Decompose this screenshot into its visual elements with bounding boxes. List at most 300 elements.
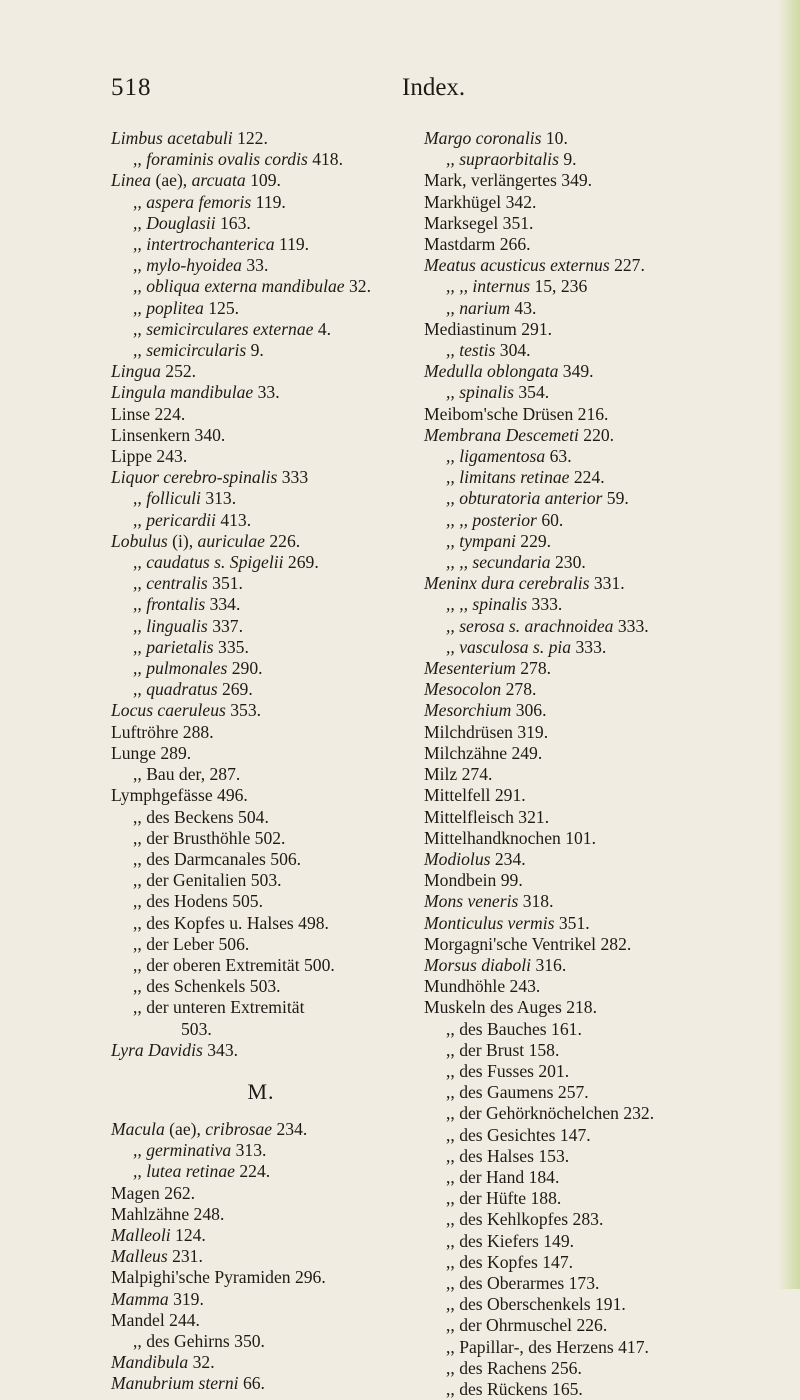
- entry-term: ,, des Beckens 504.: [133, 806, 269, 827]
- entry-term: Meninx dura cerebralis: [424, 573, 590, 594]
- index-entry: [111, 955, 411, 976]
- entry-term: Malpighi'sche Pyramiden 296.: [111, 1267, 326, 1288]
- entry-term: Mamma: [111, 1288, 169, 1309]
- index-entry: [111, 1204, 411, 1225]
- entry-page-ref: 349.: [558, 361, 594, 382]
- entry-page-ref: 229.: [515, 530, 552, 551]
- index-entry: [111, 192, 411, 213]
- entry-suffix: (i),: [167, 530, 198, 551]
- index-entry: [424, 573, 774, 594]
- index-entry: [111, 679, 411, 700]
- entry-page-ref: 313.: [200, 488, 237, 509]
- entry-term: ,, der Hand 184.: [446, 1166, 560, 1187]
- entry-term: ,, semicircularis: [133, 340, 247, 361]
- entry-page-ref: 163.: [215, 212, 251, 233]
- entry-page-ref: 33.: [253, 382, 280, 403]
- entry-term: Mittelfleisch 321.: [424, 806, 550, 827]
- index-entry: [424, 722, 774, 743]
- index-entry: [424, 192, 774, 213]
- index-entry: [111, 552, 411, 573]
- entry-page-ref: 337.: [207, 615, 243, 636]
- entry-term: ,, des Kopfes u. Halses 498.: [133, 912, 329, 933]
- index-entry: [424, 616, 774, 637]
- index-entry: [424, 1209, 774, 1230]
- entry-term: Manubrium sterni: [111, 1373, 239, 1394]
- index-entry: [424, 1231, 774, 1252]
- index-entry: [111, 1019, 411, 1040]
- entry-page-ref: 343.: [202, 1039, 239, 1060]
- entry-page-ref: 32.: [344, 276, 371, 297]
- entry-term: ,, des Gesichtes 147.: [446, 1124, 591, 1145]
- entry-page-ref: 290.: [227, 658, 263, 679]
- index-entry: [424, 467, 774, 488]
- index-entry: [111, 828, 411, 849]
- entry-term: Monticulus vermis: [424, 912, 555, 933]
- entry-term: Medulla oblongata: [424, 361, 559, 382]
- entry-page-ref: 252.: [160, 361, 197, 382]
- index-entry: [424, 170, 774, 191]
- index-entry: [111, 722, 411, 743]
- entry-page-ref: 351.: [207, 573, 243, 594]
- entry-term: ,, der oberen Extremität 500.: [133, 954, 335, 975]
- index-entry: [424, 128, 774, 149]
- entry-term: Luftröhre 288.: [111, 721, 214, 742]
- entry-term: ,, der Brusthöhle 502.: [133, 827, 286, 848]
- entry-term: Meibom'sche Drüsen 216.: [424, 403, 609, 424]
- index-entry: [111, 128, 411, 149]
- entry-term: Linea: [111, 170, 152, 191]
- index-entry: [424, 234, 774, 255]
- index-entry: [424, 446, 774, 467]
- entry-term: Lyra Davidis: [111, 1039, 203, 1060]
- index-entry: [424, 1379, 774, 1400]
- entry-page-ref: 304.: [495, 340, 531, 361]
- entry-term: ,, ,, internus: [446, 276, 531, 297]
- index-entry: [424, 1061, 774, 1082]
- index-entry: [424, 891, 774, 912]
- entry-page-ref: 119.: [251, 191, 286, 212]
- entry-page-ref: 333.: [613, 615, 649, 636]
- index-entry: [424, 679, 774, 700]
- entry-term: ,, der unteren Extremität: [133, 997, 305, 1018]
- entry-page-ref: 269.: [283, 552, 319, 573]
- index-entry: [424, 1188, 774, 1209]
- index-entry: [111, 170, 411, 191]
- entry-term: ,, des Fusses 201.: [446, 1060, 570, 1081]
- entry-term: ,, obturatoria anterior: [446, 488, 603, 509]
- index-entry: [111, 1225, 411, 1246]
- entry-term: ,, centralis: [133, 573, 208, 594]
- entry-term: Mundhöhle 243.: [424, 976, 541, 997]
- running-title: Index.: [402, 74, 466, 101]
- index-entry: [424, 510, 774, 531]
- index-entry: [424, 700, 774, 721]
- index-entry: [424, 149, 774, 170]
- entry-term: Malleus: [111, 1246, 168, 1267]
- entry-term: Milchzähne 249.: [424, 742, 543, 763]
- entry-term: ,, des Oberschenkels 191.: [446, 1294, 626, 1315]
- entry-term: ,, testis: [446, 340, 496, 361]
- entry-term: Mediastinum 291.: [424, 318, 553, 339]
- entry-term: ,, der Brust 158.: [446, 1039, 560, 1060]
- index-entry: [424, 361, 774, 382]
- entry-page-ref: 313.: [231, 1140, 267, 1161]
- index-entry: [424, 1125, 774, 1146]
- entry-page-ref: 4.: [313, 318, 332, 339]
- entry-term: ,, serosa s. arachnoidea: [446, 615, 614, 636]
- index-entry: [424, 1167, 774, 1188]
- index-entry: [111, 298, 411, 319]
- index-entry: [111, 1331, 411, 1352]
- entry-page-ref: 224.: [234, 1161, 271, 1182]
- entry-page-ref: 230.: [550, 552, 586, 573]
- entry-term: Macula: [111, 1118, 165, 1139]
- index-entry: [424, 785, 774, 806]
- index-entry: [424, 913, 774, 934]
- index-entry: [111, 1040, 411, 1061]
- entry-term: Marksegel 351.: [424, 212, 534, 233]
- entry-page-ref: 331.: [589, 573, 625, 594]
- index-entry: [111, 1373, 411, 1394]
- entry-term: ,, tympani: [446, 530, 516, 551]
- index-entry: [111, 891, 411, 912]
- index-entry: [424, 1358, 774, 1379]
- index-entry: [424, 276, 774, 297]
- index-entry: [111, 743, 411, 764]
- index-entry: [424, 955, 774, 976]
- index-entry: [111, 425, 411, 446]
- entry-term: ,, des Kopfes 147.: [446, 1251, 574, 1272]
- index-entry: [111, 573, 411, 594]
- entry-page-ref: 234.: [272, 1118, 308, 1139]
- entry-page-ref: 413.: [215, 509, 252, 530]
- page-header: [0, 74, 800, 114]
- index-entry: [424, 1082, 774, 1103]
- index-entry: [111, 616, 411, 637]
- index-entry: [424, 213, 774, 234]
- index-entry: [424, 340, 774, 361]
- index-entry: [111, 382, 411, 403]
- entry-page-ref: 333.: [571, 636, 607, 657]
- entry-term: ,, der Leber 506.: [133, 933, 250, 954]
- index-entry: [111, 213, 411, 234]
- index-entry: [111, 764, 411, 785]
- index-entry: [111, 319, 411, 340]
- index-entry: [111, 700, 411, 721]
- entry-term: ,, Bau der, 287.: [133, 764, 241, 785]
- index-entry: [424, 828, 774, 849]
- index-entry: [424, 764, 774, 785]
- index-entry: [424, 870, 774, 891]
- entry-term-qualifier: auriculae: [197, 530, 265, 551]
- index-entry: [424, 658, 774, 679]
- index-entry: [424, 976, 774, 997]
- entry-term: Locus caeruleus: [111, 700, 226, 721]
- entry-term: Morsus diaboli: [424, 954, 532, 975]
- entry-term: ,, intertrochanterica: [133, 234, 275, 255]
- index-entry: [111, 255, 411, 276]
- index-entry: [111, 870, 411, 891]
- entry-page-ref: 226.: [264, 530, 301, 551]
- index-entry: [111, 594, 411, 615]
- entry-term: ,, der Hüfte 188.: [446, 1188, 562, 1209]
- index-entry: [424, 531, 774, 552]
- index-entry: [424, 594, 774, 615]
- entry-term: ,, des Bauches 161.: [446, 1018, 582, 1039]
- entry-term: ,, des Oberarmes 173.: [446, 1272, 600, 1293]
- index-entry: [424, 298, 774, 319]
- index-entry: [424, 382, 774, 403]
- index-entry: [111, 234, 411, 255]
- entry-page-ref: 43.: [510, 297, 537, 318]
- entry-term: Liquor cerebro-spinalis: [111, 467, 278, 488]
- entry-term: Mittelhandknochen 101.: [424, 827, 596, 848]
- index-entry: [424, 488, 774, 509]
- index-entry: [424, 1315, 774, 1336]
- index-entry: [111, 1310, 411, 1331]
- entry-term: Mark, verlängertes 349.: [424, 170, 593, 191]
- index-entry: [111, 467, 411, 488]
- entry-term: Lingua: [111, 361, 161, 382]
- entry-page-ref: 333.: [527, 594, 563, 615]
- entry-term: 503.: [181, 1018, 212, 1039]
- index-entry: [424, 637, 774, 658]
- index-entry: [111, 913, 411, 934]
- index-entry: [111, 785, 411, 806]
- entry-term: Mesocolon: [424, 679, 502, 700]
- entry-page-ref: 124.: [170, 1224, 206, 1245]
- index-entry: [111, 404, 411, 425]
- entry-term: ,, des Kiefers 149.: [446, 1230, 575, 1251]
- entry-page-ref: 354.: [513, 382, 550, 403]
- entry-page-ref: 333: [277, 467, 309, 488]
- entry-term: ,, der Ohrmuschel 226.: [446, 1315, 608, 1336]
- entry-page-ref: 227.: [609, 255, 645, 276]
- entry-term: ,, des Halses 153.: [446, 1145, 570, 1166]
- index-column-left: [111, 128, 411, 1395]
- entry-page-ref: 316.: [531, 954, 567, 975]
- entry-term: ,, Douglasii: [133, 212, 216, 233]
- index-entry: [424, 1019, 774, 1040]
- entry-term: ,, foraminis ovalis cordis: [133, 149, 308, 170]
- entry-term: ,, der Genitalien 503.: [133, 870, 282, 891]
- entry-term: Mesorchium: [424, 700, 512, 721]
- entry-page-ref: 60.: [536, 509, 564, 530]
- entry-page-ref: 63.: [545, 446, 572, 467]
- entry-term: Mastdarm 266.: [424, 234, 531, 255]
- entry-term: ,, folliculi: [133, 488, 201, 509]
- entry-term: ,, frontalis: [133, 594, 206, 615]
- entry-term: Lymphgefässe 496.: [111, 785, 248, 806]
- index-entry: [111, 637, 411, 658]
- entry-term: ,, des Hodens 505.: [133, 891, 263, 912]
- entry-term: ,, ,, spinalis: [446, 594, 528, 615]
- index-entry: [424, 1294, 774, 1315]
- entry-term: ,, quadratus: [133, 679, 218, 700]
- entry-term: ,, supraorbitalis: [446, 149, 559, 170]
- entry-term: ,, des Gehirns 350.: [133, 1330, 265, 1351]
- entry-term: Mons veneris: [424, 891, 519, 912]
- index-entry: [111, 1352, 411, 1373]
- index-entry: [111, 1161, 411, 1182]
- entry-term: ,, des Darmcanales 506.: [133, 848, 302, 869]
- entry-term: Lobulus: [111, 530, 168, 551]
- entry-term: ,, pulmonales: [133, 658, 228, 679]
- index-entry: [424, 807, 774, 828]
- index-entry: [424, 552, 774, 573]
- index-entry: [111, 510, 411, 531]
- index-entry: [424, 425, 774, 446]
- entry-term: ,, spinalis: [446, 382, 514, 403]
- entry-term: Meatus acusticus externus: [424, 255, 610, 276]
- entry-term: Markhügel 342.: [424, 191, 537, 212]
- entry-page-ref: 224.: [569, 467, 605, 488]
- page-number: 518: [111, 74, 152, 101]
- index-entry: [111, 934, 411, 955]
- entry-page-ref: 318.: [518, 891, 554, 912]
- entry-page-ref: 351.: [554, 912, 590, 933]
- entry-term: Malleoli: [111, 1224, 171, 1245]
- entry-term: ,, der Gehörknöchelchen 232.: [446, 1103, 655, 1124]
- entry-page-ref: 125.: [203, 297, 240, 318]
- entry-page-ref: 353.: [225, 700, 262, 721]
- index-entry: [111, 997, 411, 1018]
- index-entry: [111, 149, 411, 170]
- entry-page-ref: 9.: [246, 340, 264, 361]
- index-entry: [111, 340, 411, 361]
- entry-term: ,, des Rachens 256.: [446, 1357, 582, 1378]
- entry-term: Magen 262.: [111, 1182, 196, 1203]
- entry-term: Milz 274.: [424, 764, 493, 785]
- entry-page-ref: 278.: [501, 679, 537, 700]
- entry-term: ,, vasculosa s. pia: [446, 636, 572, 657]
- entry-suffix: (ae),: [151, 170, 192, 191]
- index-entry: [424, 1252, 774, 1273]
- entry-page-ref: 234.: [490, 848, 526, 869]
- entry-page-ref: 109.: [245, 170, 281, 191]
- entry-term: ,, germinativa: [133, 1140, 232, 1161]
- entry-term: Limbus acetabuli: [111, 128, 233, 148]
- entry-term: ,, poplitea: [133, 297, 204, 318]
- entry-page-ref: 278.: [515, 658, 552, 679]
- entry-term: ,, ,, secundaria: [446, 552, 551, 573]
- entry-term-qualifier: arcuata: [191, 170, 246, 191]
- index-entry: [111, 1246, 411, 1267]
- entry-term: Lunge 289.: [111, 742, 192, 763]
- entry-page-ref: 306.: [511, 700, 547, 721]
- entry-term: Membrana Descemeti: [424, 424, 579, 445]
- entry-page-ref: 335.: [213, 636, 249, 657]
- entry-term: ,, des Rückens 165.: [446, 1378, 583, 1399]
- entry-term: ,, parietalis: [133, 636, 214, 657]
- entry-page-ref: 33.: [241, 255, 269, 276]
- entry-term: ,, semicirculares externae: [133, 318, 314, 339]
- entry-term: Morgagni'sche Ventrikel 282.: [424, 933, 632, 954]
- entry-term: ,, limitans retinae: [446, 467, 570, 488]
- entry-term: ,, lutea retinae: [133, 1161, 235, 1182]
- index-column-right: [424, 128, 774, 1400]
- entry-term: Modiolus: [424, 848, 491, 869]
- entry-term: ,, ,, posterior: [446, 509, 537, 530]
- entry-term: ,, aspera femoris: [133, 191, 252, 212]
- entry-page-ref: 9.: [558, 149, 577, 170]
- entry-page-ref: 66.: [238, 1373, 265, 1394]
- entry-term: ,, Papillar-, des Herzens 417.: [446, 1336, 649, 1357]
- entry-term: Milchdrüsen 319.: [424, 721, 549, 742]
- entry-term: Mittelfell 291.: [424, 785, 526, 806]
- entry-term: Muskeln des Auges 218.: [424, 997, 597, 1018]
- index-entry: [424, 1146, 774, 1167]
- entry-term: ,, mylo-hyoidea: [133, 255, 242, 276]
- entry-page-ref: 59.: [602, 488, 629, 509]
- index-entry: [424, 997, 774, 1018]
- index-entry: [111, 446, 411, 467]
- index-entry: [111, 976, 411, 997]
- entry-term: ,, caudatus s. Spigelii: [133, 552, 284, 573]
- index-entry: [111, 807, 411, 828]
- index-entry: [111, 658, 411, 679]
- index-entry: [424, 743, 774, 764]
- entry-page-ref: 220.: [578, 424, 615, 445]
- entry-term: ,, des Kehlkopfes 283.: [446, 1209, 604, 1230]
- entry-term: Linse 224.: [111, 403, 186, 424]
- index-entry: [424, 1103, 774, 1124]
- entry-term: Mandel 244.: [111, 1309, 200, 1330]
- entry-term: ,, des Schenkels 503.: [133, 976, 281, 997]
- page-edge: [778, 0, 800, 1289]
- entry-term: ,, obliqua externa mandibulae: [133, 276, 345, 297]
- entry-page-ref: 319.: [168, 1288, 204, 1309]
- entry-page-ref: 334.: [205, 594, 241, 615]
- entry-term: Mahlzähne 248.: [111, 1203, 225, 1224]
- index-entry: [111, 849, 411, 870]
- index-entry: [111, 1267, 411, 1288]
- index-entry: [424, 319, 774, 340]
- entry-page-ref: 418.: [307, 149, 343, 170]
- entry-term-qualifier: cribrosae: [205, 1118, 273, 1139]
- entry-term: Lingula mandibulae: [111, 382, 254, 403]
- index-entry: [424, 934, 774, 955]
- entry-page-ref: 231.: [167, 1246, 203, 1267]
- index-entry: [424, 1337, 774, 1358]
- entry-term: ,, pericardii: [133, 509, 216, 530]
- index-entry: [111, 488, 411, 509]
- index-entry: [424, 255, 774, 276]
- entry-term: Margo coronalis: [424, 128, 542, 148]
- entry-term: Mondbein 99.: [424, 870, 523, 891]
- entry-page-ref: 15, 236: [530, 276, 588, 297]
- index-entry: [111, 1289, 411, 1310]
- index-entry: [424, 1040, 774, 1061]
- index-entry: [111, 1140, 411, 1161]
- entry-term: ,, ligamentosa: [446, 446, 546, 467]
- index-entry: [424, 1273, 774, 1294]
- index-entry: [111, 1183, 411, 1204]
- index-entry: [424, 404, 774, 425]
- entry-page-ref: 32.: [188, 1352, 215, 1373]
- entry-term: ,, narium: [446, 297, 511, 318]
- entry-term: ,, lingualis: [133, 615, 208, 636]
- entry-term: Lippe 243.: [111, 446, 188, 467]
- index-entry: [424, 849, 774, 870]
- entry-page-ref: 119.: [274, 234, 310, 255]
- entry-term: Linsenkern 340.: [111, 424, 226, 445]
- index-entry: [111, 531, 411, 552]
- entry-suffix: (ae),: [164, 1118, 206, 1139]
- entry-page-ref: 269.: [217, 679, 253, 700]
- entry-page-ref: 122.: [232, 128, 268, 148]
- entry-term: Mesenterium: [424, 658, 516, 679]
